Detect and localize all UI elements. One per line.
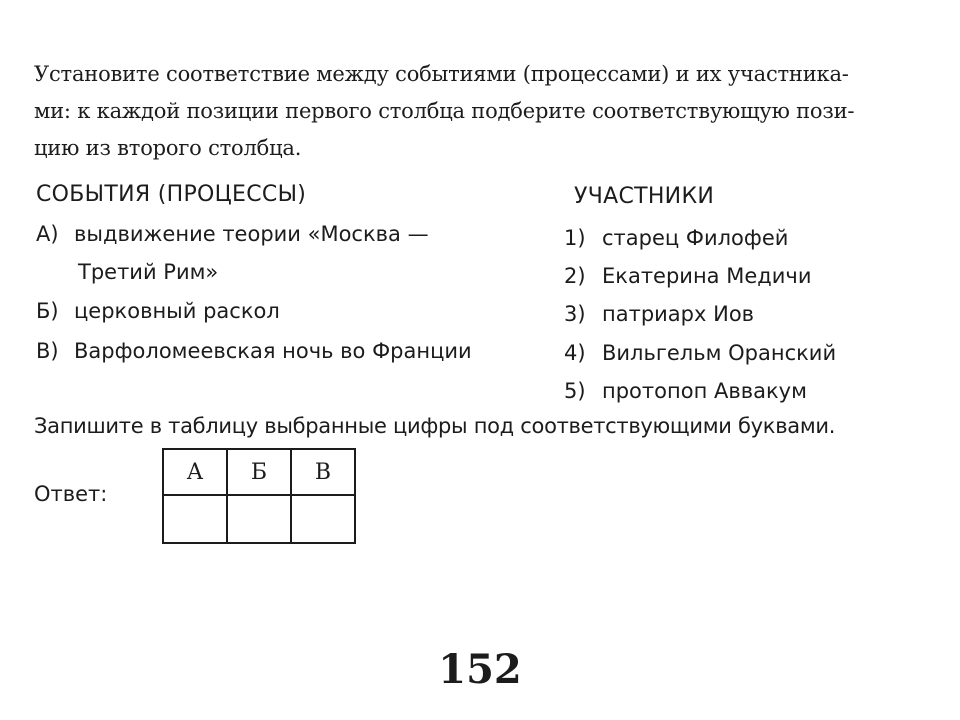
participant-text: патриарх Иов <box>602 302 755 326</box>
event-key: Б) <box>36 299 59 323</box>
participant-item-2 <box>564 264 812 288</box>
answer-column-c: В <box>291 449 355 495</box>
participant-key: 1) <box>564 226 586 250</box>
task-line: Установите соответствие между событиями (процессами) и их участника- <box>34 62 849 86</box>
answer-cell-a[interactable] <box>163 495 227 543</box>
answer-column-a: А <box>163 449 227 495</box>
participant-key: 2) <box>564 264 586 288</box>
participant-text: старец Филофей <box>602 226 789 250</box>
event-key: В) <box>36 339 59 363</box>
events-heading: СОБЫТИЯ (ПРОЦЕССЫ) <box>36 182 307 207</box>
event-item-c <box>36 339 472 363</box>
table-instruction: Запишите в таблицу выбранные цифры под соответствующими буквами. <box>34 414 836 438</box>
task-statement <box>34 56 946 167</box>
participant-key: 4) <box>564 341 586 365</box>
participant-text: Екатерина Медичи <box>602 264 812 288</box>
participant-item-3 <box>564 302 754 326</box>
event-item-a <box>36 222 429 246</box>
participant-item-5 <box>564 379 807 403</box>
answer-label: Ответ: <box>34 482 108 506</box>
task-line: цию из второго столбца. <box>34 136 302 160</box>
participant-key: 5) <box>564 379 586 403</box>
participant-key: 3) <box>564 302 586 326</box>
answer-column-b: Б <box>227 449 291 495</box>
event-key: А) <box>36 222 59 246</box>
answer-cell-c[interactable] <box>291 495 355 543</box>
answer-header-row <box>163 449 355 495</box>
event-item-a-continuation: Третий Рим» <box>78 260 219 284</box>
participant-text: протопоп Аввакум <box>602 379 807 403</box>
participant-text: Вильгельм Оранский <box>602 341 837 365</box>
event-item-b <box>36 299 280 323</box>
task-line: ми: к каждой позиции первого столбца подберите соответствующую пози- <box>34 99 855 123</box>
participant-item-4 <box>564 341 836 365</box>
answer-cell-b[interactable] <box>227 495 291 543</box>
participant-item-1 <box>564 226 788 250</box>
event-text: выдвижение теории «Москва — <box>74 222 429 246</box>
event-text: Варфоломеевская ночь во Франции <box>74 339 472 363</box>
answer-value-row <box>163 495 355 543</box>
answer-table <box>162 448 356 544</box>
page-number: 152 <box>438 646 522 693</box>
event-text: церковный раскол <box>74 299 280 323</box>
participants-heading: УЧАСТНИКИ <box>574 184 715 209</box>
